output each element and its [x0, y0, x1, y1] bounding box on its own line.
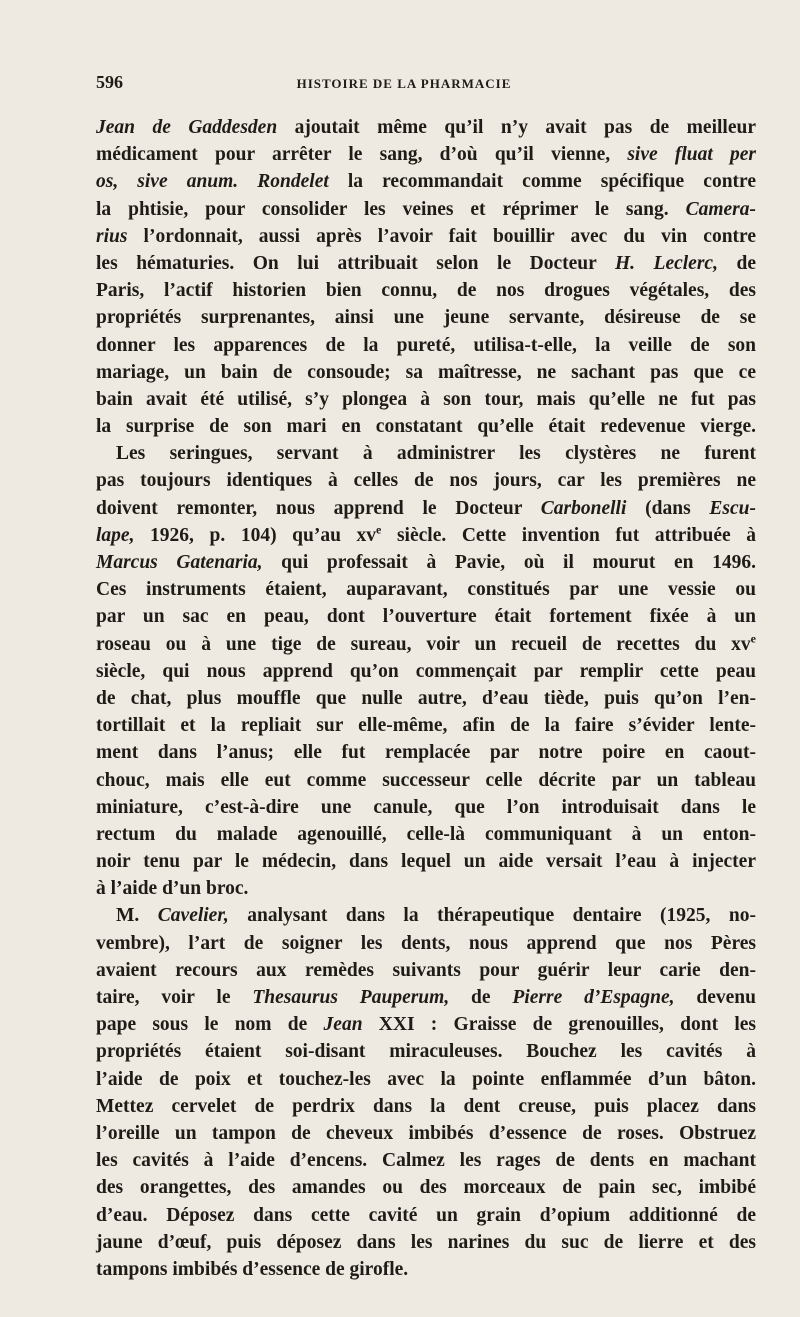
text-line [96, 1147, 756, 1174]
text-segment: e [376, 522, 382, 537]
text-segment: d’eau. Déposez dans cette cavité un grain d’opium additionné de [96, 1204, 756, 1226]
text-segment: qui professait à Pavie, où il mourut en 1496. [262, 552, 756, 573]
text-line [96, 1174, 756, 1201]
text-segment: Ces instruments étaient, auparavant, constitués par une vessie ou [96, 579, 756, 601]
text-line [96, 223, 756, 250]
text-segment: tampons imbibés d’essence de girofle. [96, 1258, 409, 1280]
text-line [96, 576, 756, 603]
text-line [96, 631, 756, 658]
text-line [96, 1093, 756, 1120]
text-segment: miniature, c’est-à-dire une canule, que l’on introduisait dans le [96, 796, 756, 818]
text-segment: des orangettes, des amandes ou des morceaux de pain sec, imbibé [96, 1177, 756, 1199]
text-line [96, 767, 756, 794]
text-segment: Rondelet [257, 171, 329, 193]
text-segment [238, 171, 257, 192]
text-segment: pas toujours identiques à celles de nos jours, car les premières ne [96, 470, 756, 492]
text-line [96, 603, 756, 630]
text-line [96, 359, 756, 386]
text-segment: Mettez cervelet de perdrix dans la dent creuse, puis placez dans [96, 1095, 756, 1117]
text-line [96, 685, 756, 712]
text-line [96, 141, 756, 168]
text-segment: M. [116, 905, 158, 927]
text-segment: Jean [323, 1014, 363, 1036]
text-segment: de chat, plus moufflе que nulle autre, d’eau tiède, puis qu’on l’en- [96, 687, 756, 709]
text-segment: vembre), l’art de soigner les dents, nous apprend que nos Pères [96, 932, 756, 954]
text-line [96, 549, 756, 576]
text-line [96, 794, 756, 821]
text-segment: la surprise de son mari en constatant qu’elle était redevenue vierge. [96, 416, 756, 438]
text-segment: (dans [626, 497, 710, 519]
text-line [96, 1011, 756, 1038]
text-segment: Camera- [685, 198, 756, 220]
text-segment: XXI : Graisse de grenouilles, dont les [362, 1014, 756, 1036]
text-line [96, 739, 756, 766]
text-segment: Jean de Gaddesden [96, 117, 278, 138]
text-segment: ment dans l’anus; elle fut remplacée par notre poire en caout- [96, 742, 756, 764]
text-segment: Escu- [709, 497, 756, 519]
text-line [96, 1256, 756, 1283]
text-segment: jaune d’œuf, puis déposez dans les narines du suc de lierre et des [96, 1231, 756, 1253]
text-segment: Marcus Gatenaria, [96, 552, 263, 573]
text-segment: pape sous le nom de [96, 1014, 324, 1036]
text-segment: tortillait et la repliait sur elle-même, afin de la faire s’évider lente- [96, 715, 756, 737]
text-segment: chouc, mais elle eut comme successeur celle décrite par un tableau [96, 769, 756, 791]
text-line [96, 386, 756, 413]
text-line [96, 277, 756, 304]
text-segment: e [750, 631, 756, 646]
text-segment: lape, [96, 524, 135, 546]
text-line [96, 1066, 756, 1093]
text-segment: 1926, p. 104) qu’au xv [134, 524, 377, 546]
text-segment: bain avait été utilisé, s’y plongea à son tour, mais qu’elle ne fut pas [96, 388, 756, 410]
text-line [96, 930, 756, 957]
text-segment: Les seringues, servant à administrer les clystères ne furent [116, 443, 756, 465]
text-segment: ajoutait même qu’il n’y avait pas de meilleur [277, 117, 756, 138]
text-segment: siècle, qui nous apprend qu’on commençait par remplir cette peau [96, 660, 756, 682]
text-segment: siècle. Cette invention fut attribuée à [381, 524, 756, 546]
text-segment: Cavelier, [157, 905, 229, 927]
text-segment: de [717, 252, 756, 274]
text-line [96, 821, 756, 848]
body-text [96, 114, 756, 1283]
text-line [96, 522, 756, 549]
text-segment: la recommandait comme spécifique contre [328, 171, 756, 193]
text-segment: analysant dans la thérapeutique dentaire (1925, no- [228, 905, 757, 927]
text-line [96, 196, 756, 223]
text-segment: rius [96, 225, 128, 247]
text-segment: la phtisie, pour consolider les veines et réprimer le sang. [96, 198, 686, 220]
text-line [96, 875, 756, 902]
text-line [96, 168, 756, 195]
text-segment: Paris, l’actif historien bien connu, de nos drogues végétales, des [96, 280, 756, 302]
text-segment: noir tenu par le médecin, dans lequel un aide versait l’eau à injecter [96, 851, 756, 873]
text-segment: avaient recours aux remèdes suivants pour guérir leur carie den- [96, 959, 756, 981]
running-head: HISTOIRE DE LA PHARMACIE [296, 76, 512, 91]
text-line [96, 848, 756, 875]
text-line [96, 658, 756, 685]
text-segment: à l’aide d’un broc. [96, 878, 249, 900]
text-line [96, 1202, 756, 1229]
text-line [96, 250, 756, 277]
text-line [96, 440, 756, 467]
text-line [96, 712, 756, 739]
text-line [96, 332, 756, 359]
text-line [96, 1038, 756, 1065]
text-segment: les hématuries. On lui attribuait selon le Docteur [96, 252, 615, 274]
text-line [96, 495, 756, 522]
text-segment: taire, voir le [96, 987, 253, 1008]
text-line [96, 304, 756, 331]
text-segment: Pierre d’Espagne, [512, 987, 675, 1008]
text-segment: de [449, 987, 513, 1008]
text-segment: doivent remonter, nous apprend le Docteur [96, 497, 541, 519]
text-segment: l’oreille un tampon de cheveux imbibés d’essence de roses. Obstruez [96, 1122, 756, 1144]
text-segment: Thesaurus Pauperum, [252, 987, 450, 1008]
text-segment: l’ordonnait, aussi après l’avoir fait bouillir avec du vin contre [127, 225, 756, 247]
text-segment: propriétés surprenantes, ainsi une jeune servante, désireuse de se [96, 307, 756, 329]
text-segment: médicament pour arrêter le sang, d’où qu’il vienne, [96, 144, 628, 166]
text-segment: H. Leclerc, [614, 252, 718, 274]
page-number: 596 [96, 72, 123, 92]
text-line [96, 1229, 756, 1256]
text-segment: mariage, un bain de consoude; sa maîtresse, ne sachant pas que ce [96, 361, 756, 383]
text-line [96, 902, 756, 929]
text-segment: sive fluat per [627, 144, 756, 166]
text-segment: donner les apparences de la pureté, utilisa-t-elle, la veille de son [96, 334, 756, 356]
text-line [96, 467, 756, 494]
text-line [96, 114, 756, 141]
text-line [96, 984, 756, 1011]
text-segment: Carbonelli [540, 497, 627, 519]
text-segment: par un sac en peau, dont l’ouverture était fortement fixée à un [96, 606, 756, 628]
text-line [96, 413, 756, 440]
text-segment: roseau ou à une tige de sureau, voir un recueil de recettes du xv [96, 633, 751, 655]
text-segment: les cavités à l’aide d’encens. Calmez les rages de dents en machant [96, 1150, 756, 1172]
text-line [96, 957, 756, 984]
text-segment: os, sive anum. [96, 171, 239, 193]
text-segment: l’aide de poix et touchez-les avec la pointe enflammée d’un bâton. [96, 1068, 756, 1090]
text-segment: rectum du malade agenouillé, celle-là communiquant à un enton- [96, 823, 756, 845]
text-segment: devenu [674, 987, 756, 1008]
text-segment: propriétés étaient soi-disant miraculeuses. Bouchez les cavités à [96, 1041, 756, 1063]
text-line [96, 1120, 756, 1147]
